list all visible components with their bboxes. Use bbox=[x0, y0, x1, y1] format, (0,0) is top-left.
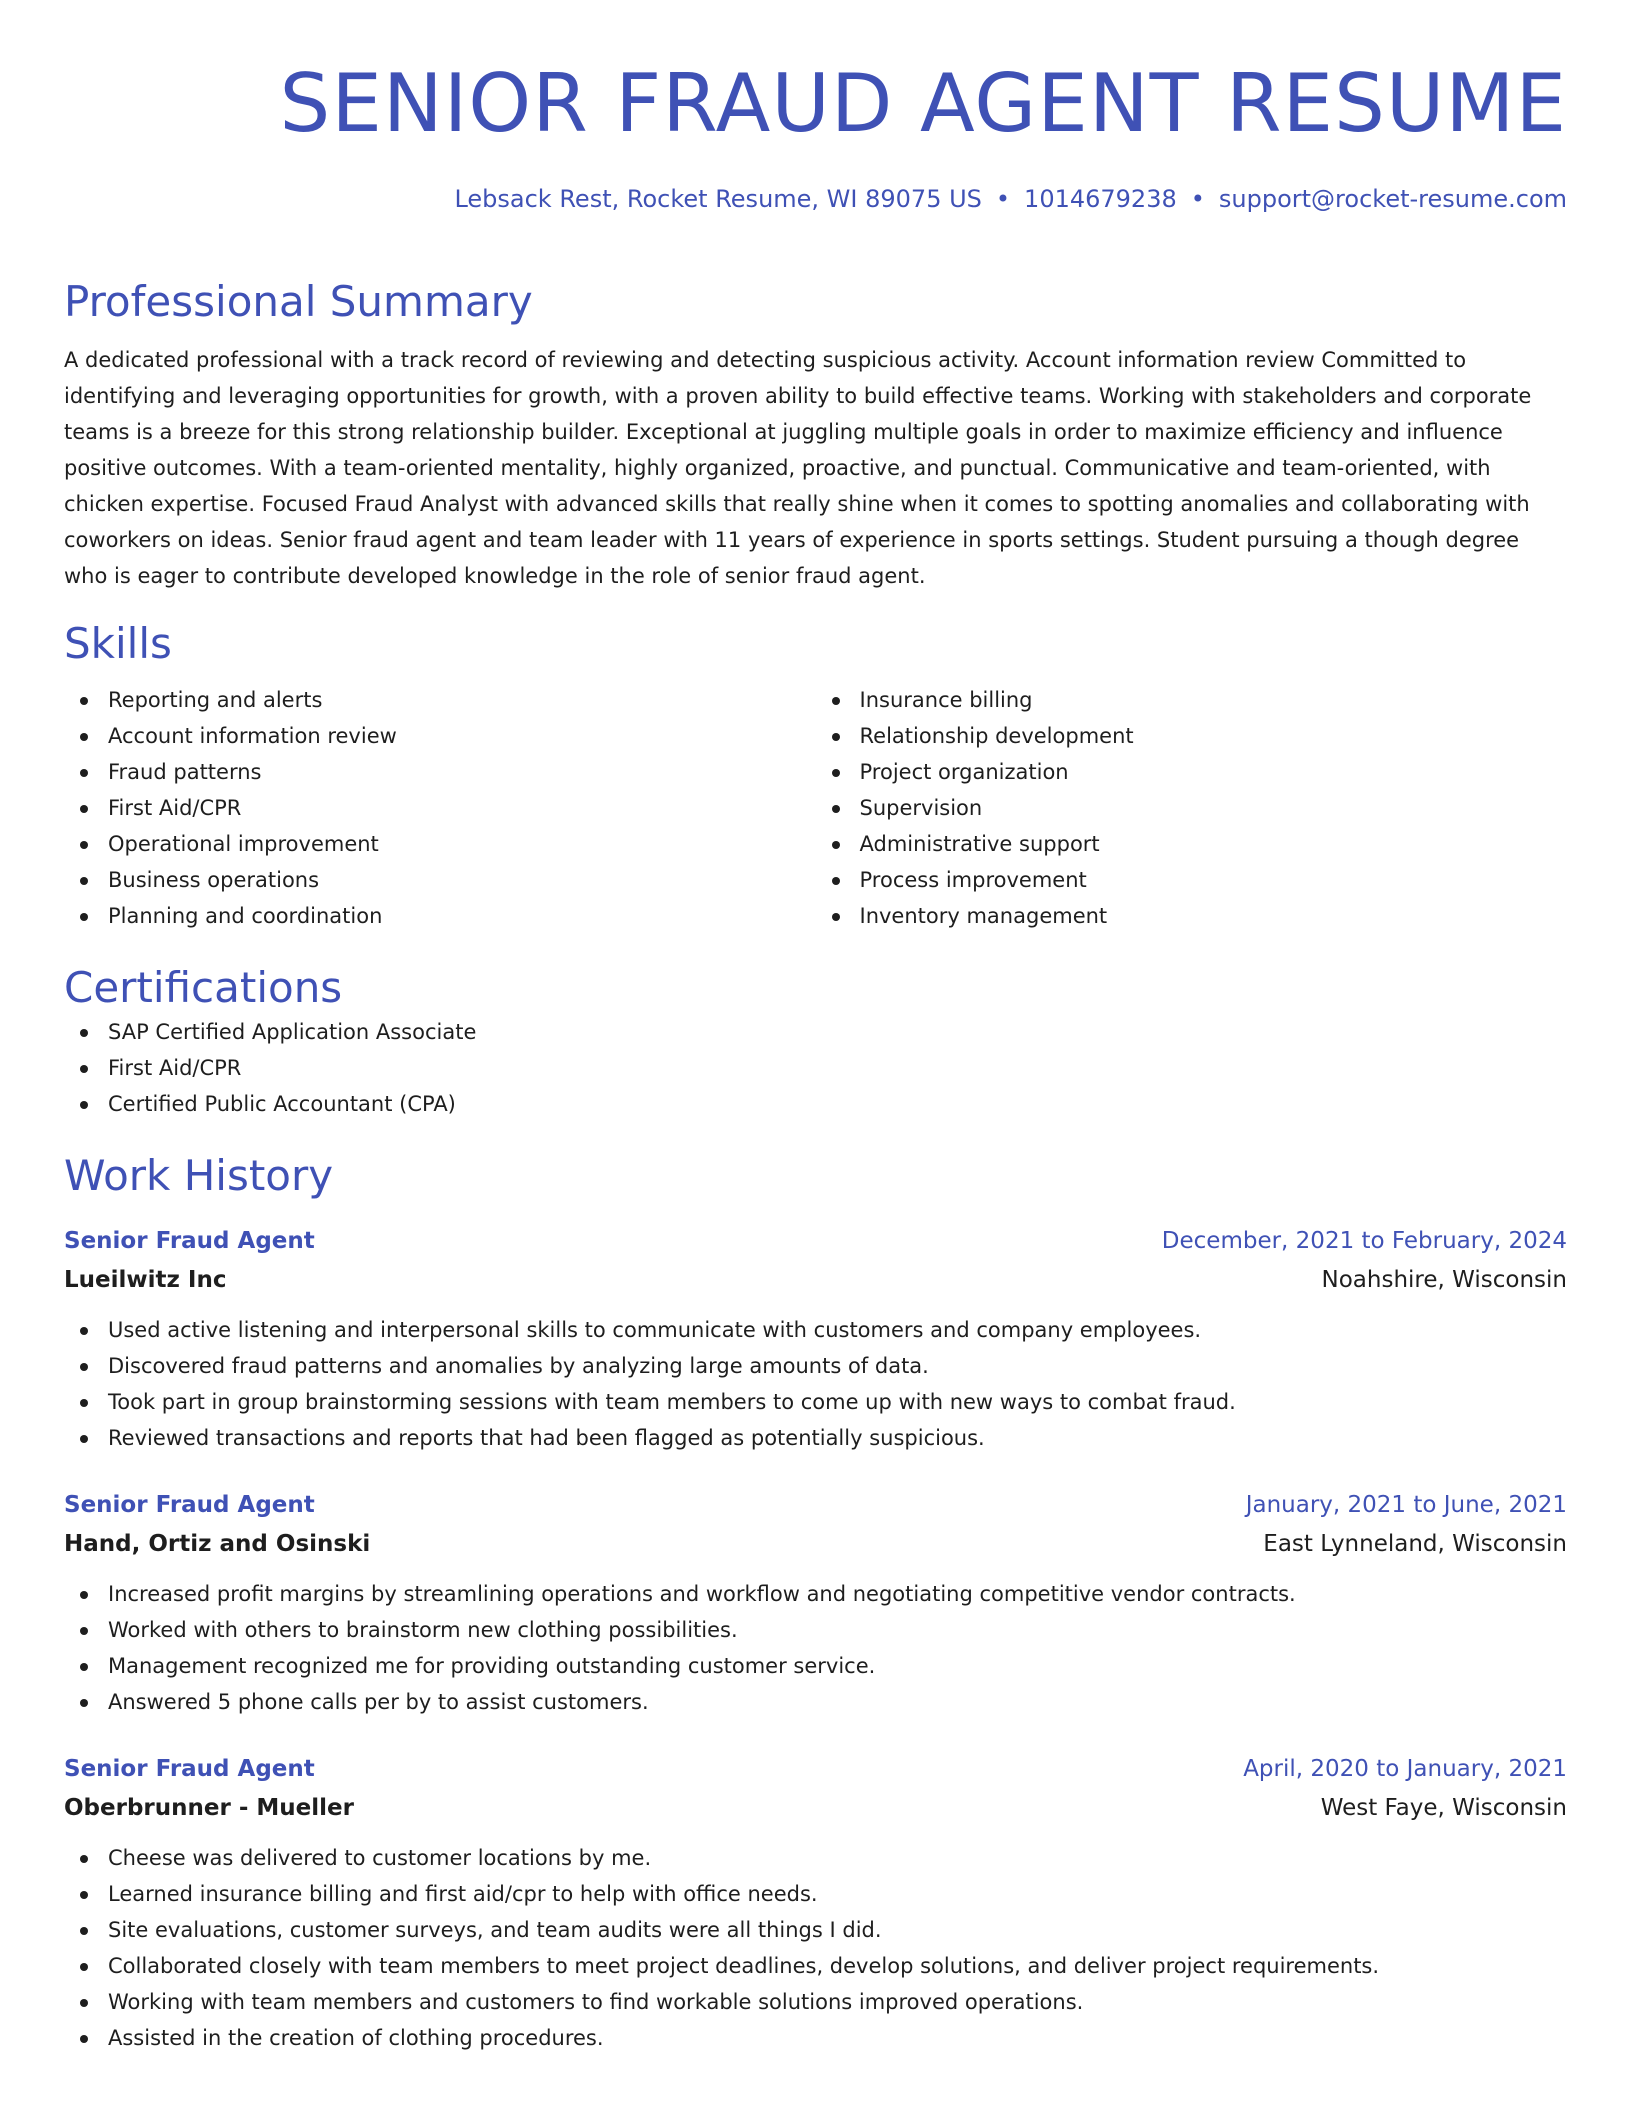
job-company-row bbox=[64, 1788, 1567, 1828]
job-dates: April, 2020 to January, 2021 bbox=[1243, 1756, 1567, 1782]
skill-item: Administrative support bbox=[816, 826, 1568, 862]
contact-phone: 1014679238 bbox=[1024, 185, 1177, 213]
job-dates: December, 2021 to February, 2024 bbox=[1161, 1228, 1567, 1254]
job-duty: Cheese was delivered to customer locations by me. bbox=[64, 1840, 1567, 1876]
job-entry bbox=[64, 1486, 1567, 1720]
job-company-row bbox=[64, 1260, 1567, 1300]
contact-email: support@rocket-resume.com bbox=[1218, 185, 1567, 213]
certifications-heading: Certifications bbox=[64, 963, 343, 1012]
job-location: Noahshire, Wisconsin bbox=[1321, 1267, 1567, 1293]
job-title: Senior Fraud Agent bbox=[64, 1492, 315, 1518]
job-company: Hand, Ortiz and Osinski bbox=[64, 1531, 371, 1557]
separator-dot: • bbox=[995, 185, 1011, 213]
job-duty: Increased profit margins by streamlining operations and workflow and negotiating competitive vendor contracts. bbox=[64, 1576, 1567, 1612]
job-company: Lueilwitz Inc bbox=[64, 1267, 227, 1293]
job-duty: Answered 5 phone calls per by to assist customers. bbox=[64, 1684, 1567, 1720]
skill-item: Planning and coordination bbox=[64, 898, 816, 934]
work-history-heading: Work History bbox=[64, 1151, 334, 1200]
job-duty: Site evaluations, customer surveys, and team audits were all things I did. bbox=[64, 1912, 1567, 1948]
job-title-row bbox=[64, 1222, 1567, 1260]
job-title: Senior Fraud Agent bbox=[64, 1756, 315, 1782]
job-duty: Working with team members and customers to find workable solutions improved operations. bbox=[64, 1984, 1567, 2020]
job-title-row bbox=[64, 1750, 1567, 1788]
skill-item: Insurance billing bbox=[816, 682, 1568, 718]
job-duties bbox=[64, 1312, 1567, 1456]
skills-column-right bbox=[816, 682, 1568, 934]
skill-item: Project organization bbox=[816, 754, 1568, 790]
job-duty: Assisted in the creation of clothing procedures. bbox=[64, 2020, 1567, 2056]
skills-list bbox=[64, 682, 1567, 934]
skill-item: Fraud patterns bbox=[64, 754, 816, 790]
skill-item: First Aid/CPR bbox=[64, 790, 816, 826]
certification-item: SAP Certified Application Associate bbox=[64, 1014, 1567, 1050]
contact-line bbox=[64, 182, 1567, 216]
job-title: Senior Fraud Agent bbox=[64, 1228, 315, 1254]
job-duty: Reviewed transactions and reports that had been flagged as potentially suspicious. bbox=[64, 1420, 1567, 1456]
separator-dot: • bbox=[1190, 185, 1205, 213]
skills-heading: Skills bbox=[64, 619, 172, 668]
skill-item: Inventory management bbox=[816, 898, 1568, 934]
job-duty: Management recognized me for providing outstanding customer service. bbox=[64, 1648, 1567, 1684]
skills-column-left bbox=[64, 682, 816, 934]
skill-item: Account information review bbox=[64, 718, 816, 754]
certification-item: First Aid/CPR bbox=[64, 1050, 1567, 1086]
job-title-row bbox=[64, 1486, 1567, 1524]
job-location: West Faye, Wisconsin bbox=[1320, 1795, 1567, 1821]
summary-heading: Professional Summary bbox=[64, 277, 533, 326]
skill-item: Business operations bbox=[64, 862, 816, 898]
skill-item: Reporting and alerts bbox=[64, 682, 816, 718]
job-dates: January, 2021 to June, 2021 bbox=[1245, 1492, 1567, 1518]
job-location: East Lynneland, Wisconsin bbox=[1263, 1531, 1567, 1557]
resume-page bbox=[64, 0, 1567, 2056]
job-duty: Learned insurance billing and first aid/cpr to help with office needs. bbox=[64, 1876, 1567, 1912]
job-duties bbox=[64, 1576, 1567, 1720]
resume-title: SENIOR FRAUD AGENT RESUME bbox=[279, 57, 1567, 150]
contact-address: Lebsack Rest, Rocket Resume, WI 89075 US bbox=[454, 185, 982, 213]
job-entry bbox=[64, 1750, 1567, 2056]
skill-item: Process improvement bbox=[816, 862, 1568, 898]
job-duty: Used active listening and interpersonal skills to communicate with customers and company employees. bbox=[64, 1312, 1567, 1348]
job-company-row bbox=[64, 1524, 1567, 1564]
skill-item: Operational improvement bbox=[64, 826, 816, 862]
job-entry bbox=[64, 1222, 1567, 1456]
job-duties bbox=[64, 1840, 1567, 2056]
job-duty: Collaborated closely with team members to meet project deadlines, develop solutions, and deliver project requirements. bbox=[64, 1948, 1567, 1984]
job-company: Oberbrunner - Mueller bbox=[64, 1795, 354, 1821]
resume-header bbox=[64, 56, 1567, 216]
job-duty: Took part in group brainstorming sessions with team members to come up with new ways to combat fraud. bbox=[64, 1384, 1567, 1420]
job-duty: Discovered fraud patterns and anomalies by analyzing large amounts of data. bbox=[64, 1348, 1567, 1384]
skill-item: Supervision bbox=[816, 790, 1568, 826]
summary-text: A dedicated professional with a track record of reviewing and detecting suspicious activity. Account information review Committed to identifying and leveraging opportunities for growth, with a proven ability to build effective teams. Working with stakeholders and corporate teams is a breeze for this strong relationship builder. Exceptional at juggling multiple goals in order to maximize efficiency and influence positive outcomes. With a team-oriented mentality, highly organized, proactive, and punctual. Communicative and team-oriented, with chicken expertise. Focused Fraud Analyst with advanced skills that really shine when it comes to spotting anomalies and collaborating with coworkers on ideas. Senior fraud agent and team leader with 11 years of experience in sports settings. Student pursuing a though degree who is eager to contribute developed knowledge in the role of senior fraud agent. bbox=[64, 348, 1532, 588]
certification-item: Certified Public Accountant (CPA) bbox=[64, 1086, 1567, 1122]
certifications-list bbox=[64, 1014, 1567, 1122]
skill-item: Relationship development bbox=[816, 718, 1568, 754]
job-duty: Worked with others to brainstorm new clothing possibilities. bbox=[64, 1612, 1567, 1648]
